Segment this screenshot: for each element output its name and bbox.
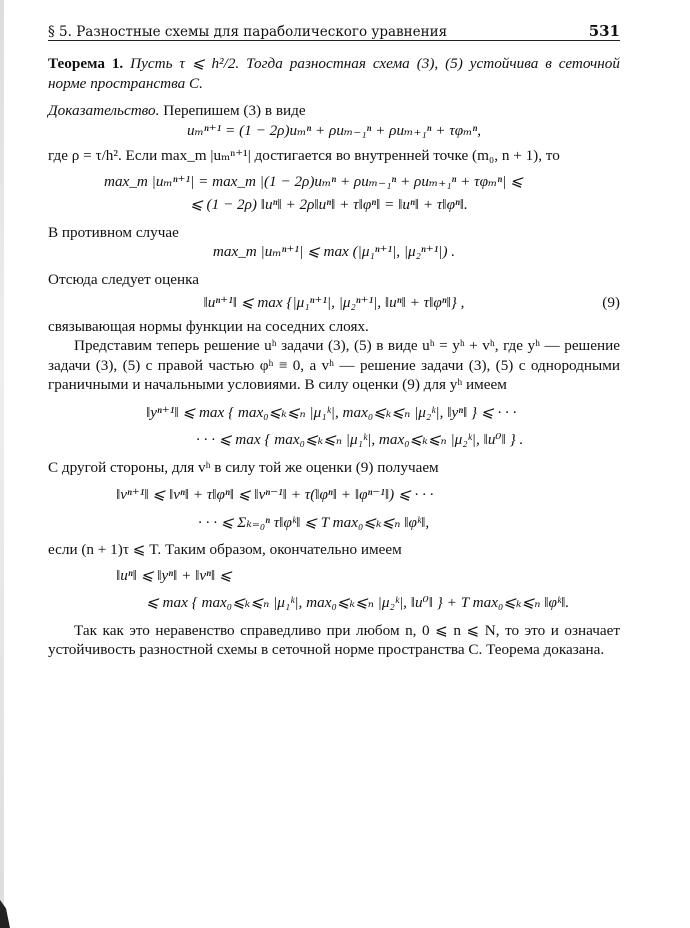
running-header: [48, 18, 620, 41]
equation-y-line2: · · · ⩽ max { max₀⩽ₖ⩽ₙ |μ₁ᵏ|, max₀⩽ₖ⩽ₙ |μ₂ᵏ|, ‖u⁰‖ } .: [196, 431, 524, 448]
equation-otherwise: max_m |uₘⁿ⁺¹| ⩽ max (|μ₁ⁿ⁺¹|, |μ₂ⁿ⁺¹|) .: [212, 243, 456, 260]
equation-rewrite: uₘⁿ⁺¹ = (1 − 2ρ)uₘⁿ + ρuₘ₋₁ⁿ + ρuₘ₊₁ⁿ + τφₘⁿ,: [186, 121, 482, 139]
equation-final-line1: ‖uⁿ‖ ⩽ ‖yⁿ‖ + ‖vⁿ‖ ⩽: [116, 566, 232, 584]
equation-number-9: (9): [602, 294, 620, 311]
equation-estimate-body: ‖uⁿ⁺¹‖ ⩽ max {|μ₁ⁿ⁺¹|, |μ₂ⁿ⁺¹|, ‖uⁿ‖ + τ‖φⁿ‖} ,: [203, 294, 465, 311]
represent-paragraph: Представим теперь решение uʰ задачи (3), (5) в виде uʰ = yʰ + vʰ, где yʰ — решение задачи (3), (5) с правой частью φʰ ≡ 0, а vʰ — решение задачи (3), (5) с однородными граничными и начальными условиями. В силу оценки (9) для yʰ имеем: [48, 337, 620, 393]
section-title: § 5. Разностные схемы для параболического уравнения: [48, 24, 448, 40]
other-side-text: С другой стороны, для vʰ в силу той же оценки (9) получаем: [48, 458, 439, 476]
connects-text: связывающая нормы функции на соседних слоях.: [48, 317, 369, 335]
equation-final-line2: ⩽ max { max₀⩽ₖ⩽ₙ |μ₁ᵏ|, max₀⩽ₖ⩽ₙ |μ₂ᵏ|, ‖u⁰‖ } + T max₀⩽ₖ⩽ₙ ‖φᵏ‖.: [146, 594, 570, 611]
equation-v-line1: ‖vⁿ⁺¹‖ ⩽ ‖vⁿ‖ + τ‖φⁿ‖ ⩽ ‖vⁿ⁻¹‖ + τ(‖φⁿ‖ + ‖φⁿ⁻¹‖) ⩽ · · ·: [116, 486, 434, 503]
scan-corner-mark: [0, 900, 10, 928]
theorem-label: Теорема 1.: [48, 55, 124, 72]
proof-intro: [48, 101, 620, 121]
proof-intro-text: Перепишем (3) в виде: [163, 102, 306, 119]
page-body: [48, 54, 620, 660]
page-number: 531: [588, 22, 620, 40]
where-paragraph: где ρ = τ/h². Если max_m |uₘⁿ⁺¹| достигается во внутренней точке (m₀, n + 1), то: [48, 147, 560, 164]
equation-max-line1: max_m |uₘⁿ⁺¹| = max_m |(1 − 2ρ)uₘⁿ + ρuₘ₋₁ⁿ + ρuₘ₊₁ⁿ + τφₘⁿ| ⩽: [104, 172, 523, 190]
if-text: если (n + 1)τ ⩽ T. Таким образом, окончательно имеем: [48, 541, 402, 558]
scan-edge: [0, 0, 4, 928]
conclusion-paragraph: Так как это неравенство справедливо при любом n, 0 ⩽ n ⩽ N, то это и означает устойчивость разностной схемы в сеточной норме пространства C. Теорема доказана.: [48, 621, 620, 658]
theorem-paragraph: [48, 54, 620, 93]
otherwise-text: В противном случае: [48, 223, 179, 241]
estimate-text: Отсюда следует оценка: [48, 270, 200, 288]
equation-y-line1: ‖yⁿ⁺¹‖ ⩽ max { max₀⩽ₖ⩽ₙ |μ₁ᵏ|, max₀⩽ₖ⩽ₙ |μ₂ᵏ|, ‖yⁿ‖ } ⩽ · · ·: [146, 403, 517, 421]
theorem-statement: Пусть τ ⩽ h²/2. Тогда разностная схема (3), (5) устойчива в сеточной норме пространства C.: [48, 55, 620, 92]
equation-v-line2: · · · ⩽ Σₖ₌₀ⁿ τ‖φᵏ‖ ⩽ T max₀⩽ₖ⩽ₙ ‖φᵏ‖,: [198, 513, 430, 531]
equation-estimate: [48, 293, 620, 313]
proof-label: Доказательство.: [48, 102, 160, 119]
equation-max-line2: ⩽ (1 − 2ρ) ‖uⁿ‖ + 2ρ‖uⁿ‖ + τ‖φⁿ‖ = ‖uⁿ‖ + τ‖φⁿ‖.: [190, 196, 468, 213]
